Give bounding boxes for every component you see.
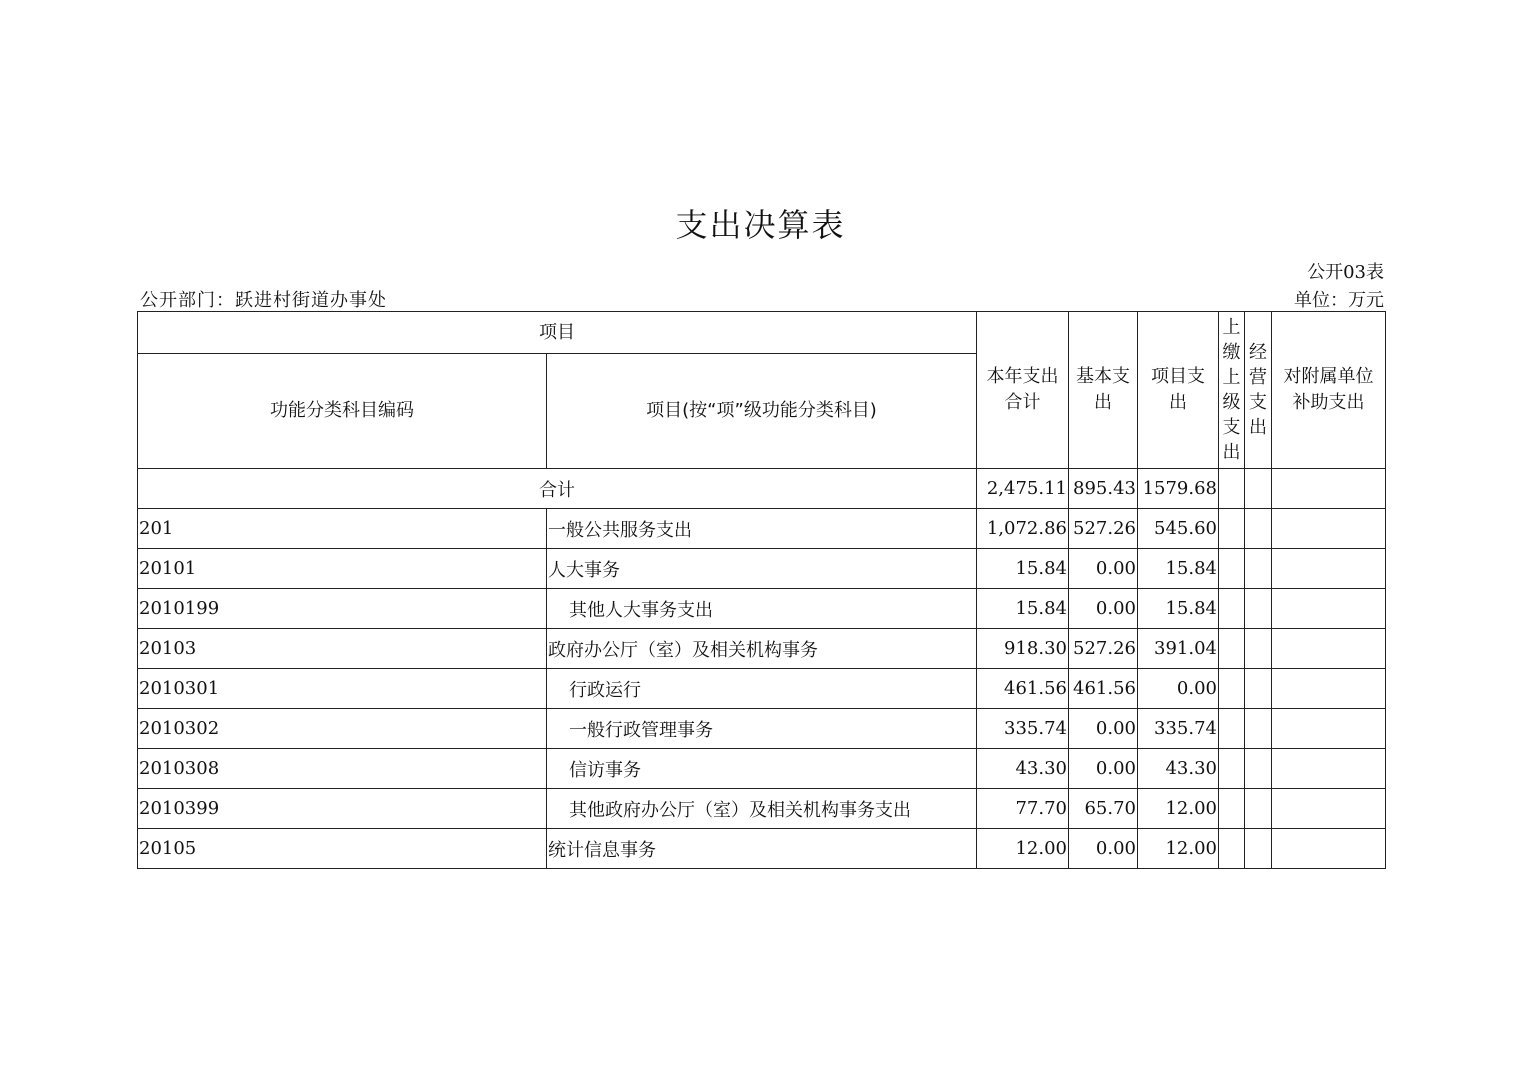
header-subsidy-line1: 对附属单位	[1283, 366, 1374, 387]
header-oper-char: 支	[1249, 392, 1267, 413]
header-subsidy	[1272, 312, 1386, 469]
table-row	[138, 829, 1386, 869]
header-upper-char: 上	[1222, 317, 1241, 338]
header-project-exp-line2: 出	[1169, 392, 1187, 413]
header-upper-char: 级	[1222, 392, 1241, 413]
cell-subsidy	[1272, 709, 1386, 749]
cell-oper	[1245, 509, 1272, 549]
cell-code: 2010308	[138, 749, 547, 789]
cell-project: 0.00	[1138, 669, 1219, 709]
cell-basic: 461.56	[1069, 669, 1138, 709]
cell-subsidy	[1272, 749, 1386, 789]
cell-project: 545.60	[1138, 509, 1219, 549]
cell-upper	[1219, 549, 1245, 589]
cell-code: 2010399	[138, 789, 547, 829]
cell-oper	[1245, 629, 1272, 669]
header-upper-char: 上	[1222, 367, 1241, 388]
cell-name: 其他人大事务支出	[547, 589, 977, 629]
cell-oper	[1245, 589, 1272, 629]
page-title: 支出决算表	[675, 206, 846, 244]
cell-name: 统计信息事务	[547, 829, 977, 869]
cell-code: 201	[138, 509, 547, 549]
cell-total: 461.56	[977, 669, 1069, 709]
table-row	[138, 629, 1386, 669]
cell-subsidy	[1272, 509, 1386, 549]
cell-upper	[1219, 669, 1245, 709]
header-operating	[1245, 312, 1272, 469]
cell-subsidy	[1272, 789, 1386, 829]
cell-project: 12.00	[1138, 829, 1219, 869]
cell-upper	[1219, 629, 1245, 669]
cell-name: 其他政府办公厅（室）及相关机构事务支出	[547, 789, 977, 829]
cell-basic: 527.26	[1069, 509, 1138, 549]
cell-name: 一般公共服务支出	[547, 509, 977, 549]
header-name: 项目(按“项”级功能分类科目)	[547, 354, 977, 469]
cell-upper	[1219, 509, 1245, 549]
header-total-line1: 本年支出	[986, 366, 1059, 387]
header-subsidy-line2: 补助支出	[1292, 392, 1365, 413]
form-number: 公开03表	[1307, 262, 1384, 283]
cell-basic: 0.00	[1069, 549, 1138, 589]
cell-name: 信访事务	[547, 749, 977, 789]
cell-total: 1,072.86	[977, 509, 1069, 549]
cell-project: 391.04	[1138, 629, 1219, 669]
summary-project: 1579.68	[1138, 469, 1219, 509]
cell-upper	[1219, 789, 1245, 829]
table-row	[138, 509, 1386, 549]
header-code: 功能分类科目编码	[138, 354, 547, 469]
table-row	[138, 549, 1386, 589]
cell-total: 43.30	[977, 749, 1069, 789]
cell-oper	[1245, 829, 1272, 869]
header-basic-line2: 出	[1094, 392, 1112, 413]
table-row	[138, 789, 1386, 829]
cell-total: 15.84	[977, 589, 1069, 629]
cell-total: 918.30	[977, 629, 1069, 669]
cell-code: 20101	[138, 549, 547, 589]
cell-oper	[1245, 549, 1272, 589]
summary-label: 合计	[138, 469, 977, 509]
header-upper-char: 缴	[1222, 342, 1241, 363]
cell-basic: 0.00	[1069, 749, 1138, 789]
header-upper-char: 出	[1222, 442, 1241, 463]
cell-subsidy	[1272, 549, 1386, 589]
cell-name: 一般行政管理事务	[547, 709, 977, 749]
header-basic-line1: 基本支	[1076, 366, 1130, 387]
cell-upper	[1219, 709, 1245, 749]
expenditure-table	[137, 311, 1386, 869]
cell-project: 15.84	[1138, 589, 1219, 629]
cell-code: 2010301	[138, 669, 547, 709]
summary-subsidy	[1272, 469, 1386, 509]
header-upper-char: 支	[1222, 417, 1241, 438]
cell-basic: 527.26	[1069, 629, 1138, 669]
cell-oper	[1245, 669, 1272, 709]
header-project-exp-line1: 项目支	[1151, 366, 1205, 387]
cell-project: 43.30	[1138, 749, 1219, 789]
cell-total: 335.74	[977, 709, 1069, 749]
unit-label: 单位：万元	[1294, 290, 1384, 311]
cell-project: 15.84	[1138, 549, 1219, 589]
department-label: 公开部门：跃进村街道办事处	[140, 290, 387, 311]
summary-row	[138, 469, 1386, 509]
cell-oper	[1245, 789, 1272, 829]
summary-basic: 895.43	[1069, 469, 1138, 509]
summary-oper	[1245, 469, 1272, 509]
cell-subsidy	[1272, 669, 1386, 709]
cell-basic: 0.00	[1069, 589, 1138, 629]
cell-name: 政府办公厅（室）及相关机构事务	[547, 629, 977, 669]
cell-name: 人大事务	[547, 549, 977, 589]
cell-code: 20105	[138, 829, 547, 869]
table-row	[138, 589, 1386, 629]
cell-basic: 0.00	[1069, 829, 1138, 869]
table-row	[138, 749, 1386, 789]
header-total-line2: 合计	[1004, 392, 1041, 413]
header-basic	[1069, 312, 1138, 469]
table-row	[138, 669, 1386, 709]
cell-code: 20103	[138, 629, 547, 669]
cell-subsidy	[1272, 589, 1386, 629]
cell-code: 2010302	[138, 709, 547, 749]
cell-basic: 65.70	[1069, 789, 1138, 829]
cell-oper	[1245, 749, 1272, 789]
cell-upper	[1219, 829, 1245, 869]
cell-total: 15.84	[977, 549, 1069, 589]
header-project: 项目	[138, 312, 977, 354]
cell-subsidy	[1272, 629, 1386, 669]
cell-project: 12.00	[1138, 789, 1219, 829]
cell-upper	[1219, 749, 1245, 789]
summary-upper	[1219, 469, 1245, 509]
cell-basic: 0.00	[1069, 709, 1138, 749]
cell-name: 行政运行	[547, 669, 977, 709]
header-oper-char: 经	[1249, 342, 1267, 363]
cell-total: 12.00	[977, 829, 1069, 869]
header-project-exp	[1138, 312, 1219, 469]
cell-oper	[1245, 709, 1272, 749]
cell-code: 2010199	[138, 589, 547, 629]
summary-total: 2,475.11	[977, 469, 1069, 509]
header-upper-remit	[1219, 312, 1245, 469]
header-total	[977, 312, 1069, 469]
cell-project: 335.74	[1138, 709, 1219, 749]
header-oper-char: 出	[1249, 417, 1267, 438]
cell-upper	[1219, 589, 1245, 629]
table-row	[138, 709, 1386, 749]
cell-subsidy	[1272, 829, 1386, 869]
header-oper-char: 营	[1249, 367, 1267, 388]
cell-total: 77.70	[977, 789, 1069, 829]
